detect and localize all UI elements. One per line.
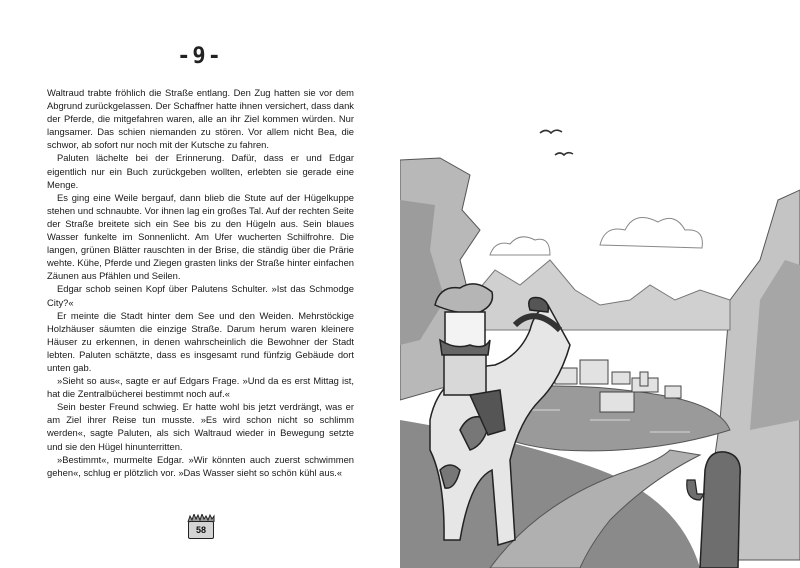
paragraph: »Bestimmt«, murmelte Edgar. »Wir könnten auch zuerst schwimmen gehen«, schlug er plötzlich vor. »Das Wasser sieht so schön kühl aus.« xyxy=(47,453,354,478)
chapter-heading: -9- xyxy=(177,44,223,69)
mesas xyxy=(470,260,730,330)
page-number: 58 xyxy=(188,521,214,539)
page-number-badge xyxy=(187,514,215,540)
paragraph: Sein bester Freund schwieg. Er hatte wohl bis jetzt verdrängt, was er am Ziel ihrer Reise tun musste. »Es wird schon nicht so schlimm werden«, sagte Paluten, als sich Waltraud wieder in Bewegung setzte und sie den Hügel hinunterritten. xyxy=(47,401,354,452)
paragraph: Er meinte die Stadt hinter dem See und den Weiden. Mehrstöckige Holzhäuser säumten die einzige Straße. Darum herum waren kleinere Häuser zu erkennen, in denen wahrscheinlich die Bewohner der Stadt lebten. Paluten schätzte, dass es insgesamt rund fünfzig Gebäude dort unten gab. xyxy=(47,309,354,373)
body-text xyxy=(47,86,354,479)
paragraph: »Sieht so aus«, sagte er auf Edgars Frage. »Und da es erst Mittag ist, hat die Zentralbücherei bestimmt noch auf.« xyxy=(47,375,354,400)
paragraph: Es ging eine Weile bergauf, dann blieb die Stute auf der Hügelkuppe stehen und schnaubte. Vor ihnen lag ein großes Tal. Auf der rechten Seite der Straße breitete sich ein See bis zu den Hügeln aus. Sein blaues Wasser funkelte im Sonnenlicht. Am Ufer wucherten Schilfrohre. Die langen, grünen Blätter rauschten in der Brise, die ständig über die Prärie wehte. Kühe, Pferde und Ziegen grasten links der Straße hinter einfachen Zäunen aus Pfählen und Seilen. xyxy=(47,191,354,282)
paragraph: Paluten lächelte bei der Erinnerung. Dafür, dass er und Edgar eigentlich nur ein Buch zurückgeben wollten, erlebten sie gerade eine Menge. xyxy=(47,152,354,190)
paragraph: Waltraud trabte fröhlich die Straße entlang. Den Zug hatten sie vor dem Abgrund zurückgelassen. Der Schaffner hatte ihnen versichert, dass dank der Pferde, die mitgefahren waren, alle an ihr Ziel kommen würden. Nur langsamer. Das schien niemanden zu stören. Vor allem nicht Bea, die schwor, ab sofort nur noch mit der Kutsche zu fahren. xyxy=(47,87,354,151)
clouds xyxy=(490,218,702,256)
paragraph: Edgar schob seinen Kopf über Palutens Schulter. »Ist das Schmodge City?« xyxy=(47,283,354,308)
western-scene-illustration xyxy=(400,0,800,568)
cactus xyxy=(700,452,740,568)
birds-icon xyxy=(540,130,573,155)
